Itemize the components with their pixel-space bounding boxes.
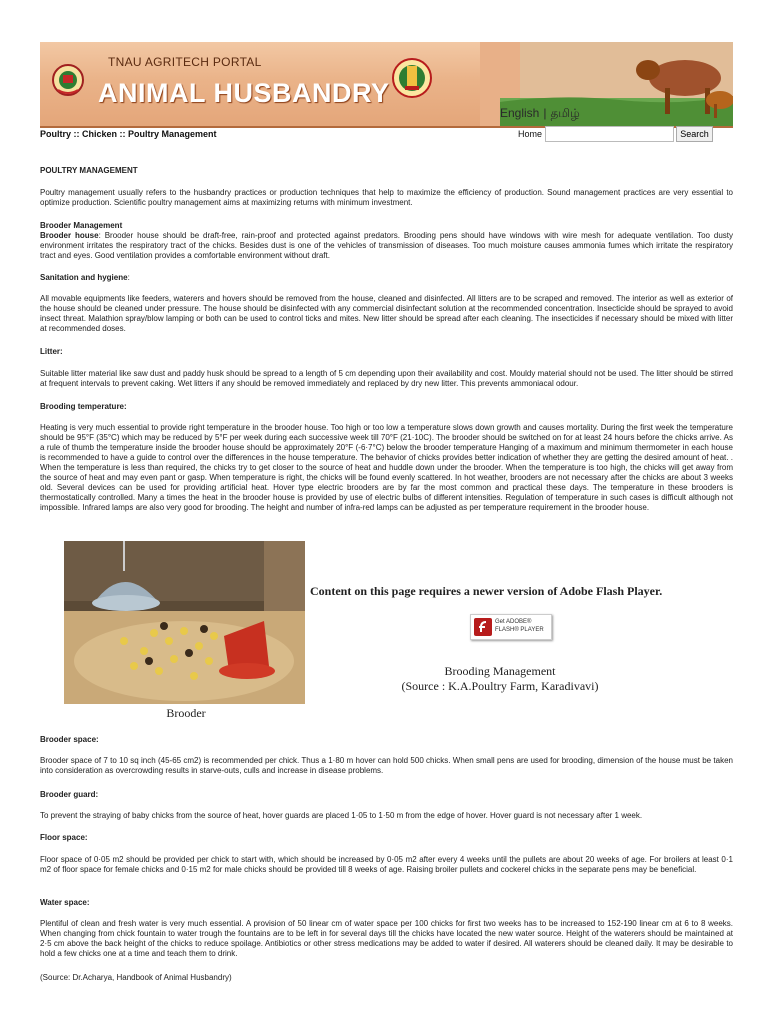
page-title: POULTRY MANAGEMENT [40,166,138,175]
sanitation-paragraph: All movable equipments like feeders, waterers and hovers should be removed from the house, cleaned and disinfected. All litters are to be scraped and removed. The interior as well as exterior of the house should be cleaned under pressure. The house should be disinfected with any commercial disinfectant solution at the recommended concentration. Insecticide should be sprayed to avoid insect threat. Malathion spray/blow lamping or both can be used to control ticks and mites. New litter should be spread after each cleaning. The insecticides if necessary should be mixed with litter at recommended doses. [40,294,733,333]
tn-govt-emblem-icon [392,56,432,100]
lang-separator: | [543,106,547,120]
brooding-temperature-heading: Brooding temperature: [40,402,127,411]
brooder-house-text: : Brooder house should be draft-free, rain-proof and protected against predators. Brooding pens should have windows with wire mesh for adequate ventilation. Too dusty environment irritates the respiratory tract of the chicks. Besides dust is one of the vehicles of transmission of diseases. Too much moisture causes ammonia fumes which irritate the respiratory tract and eyes. Good ventilation provides a comfortable environment without draft. [40,231,733,260]
portal-title: TNAU AGRITECH PORTAL [108,55,262,69]
brooding-temperature-paragraph: Heating is very much essential to provide right temperature in the brooder house. Too high or too low a temperature slows down growth and causes mortality. During the first week the temperature should be 95°F (35°C) which may be reduced by 5°F per week during each successive week till 70°F (21·10C). The brooder should be switched on for at least 24 hours before the chicks arrive. As a rule of thumb the temperature inside the brooder house should be approximately 20°F (-6·7°C) below the brooder temperature Hanging of a maximum and minimum thermometer in each house is recommended to have a guide to control over the differences in the house temperature. The behavior of chicks provides better indication of whether they are getting the desired amount of heat. . When the temperature is less than required, the chicks try to get closer to the source of heat and huddle down under the brooder. When the temperature is too high, the chicks will get away from the source of heat and may even pant or gasp. When temperature is right, the chicks will be found evenly scattered. In hot weather, brooders are not necessary after the chicks are about 3 weeks old. Several devices can be used for providing artificial heat. Hover type electric brooders are by far the most common and practical these days. The temperature in these brooders is thermostatically controlled. Many a times the heat in the brooder house is provided by use of electric bulbs of different intensities. Regulation of temperature in such cases is difficult although not impossible. Infrared lamps are also very good for brooding. The height and number of infra-red lamps can be adjusted as per temperature requirement in the brooder house. [40,423,733,512]
lang-tamil-link[interactable]: தமிழ் [550,106,580,120]
flash-caption-source: (Source : K.A.Poultry Farm, Karadivavi) [401,679,599,693]
search-button[interactable]: Search [676,126,713,142]
source-citation: (Source: Dr.Acharya, Handbook of Animal Husbandry) [40,973,232,982]
water-space-paragraph: Plentiful of clean and fresh water is very much essential. A provision of 50 linear cm of water space per 100 chicks for first two weeks has to be increased to 152-190 linear cm at 6 to 8 weeks. When changing from chick fountain to water trough the fountains are to be left in for several days till the chicks have located the new water source. Height of the waterers should be maintained at 2·5 cm above the back height of the chicks to reduce spoilage. Antibiotics or other stress medications may be added to water if desired. All waterers should be cleaned daily. It may be desirable to hold a few chicks one at a time and teach them to drink. [40,919,733,958]
flash-badge-line1: Get ADOBE® [495,619,532,625]
sanitation-heading-colon: : [127,273,130,282]
flash-caption-title: Brooding Management [444,664,556,678]
home-link[interactable]: Home [518,129,543,139]
floor-space-heading: Floor space: [40,833,88,842]
brooder-space-heading: Brooder space: [40,735,99,744]
brooder-guard-paragraph: To prevent the straying of baby chicks from the source of heat, hover guards are placed 1·05 to 1·50 m from the edge of hover. Hover guard is not necessary after 1 week. [40,811,643,820]
litter-paragraph: Suitable litter material like saw dust and paddy husk should be spread to a length of 5 cm depending upon their availability and cost. Mouldy material should not be used. The litter should be stirred at frequent intervals to prevent caking. Wet litters if any should be removed immediately and replaced by dry new litter. This prevents ammoniacal odour. [40,369,733,388]
flash-caption [380,664,620,694]
brooder-photo-caption: Brooder [166,706,206,720]
intro-paragraph: Poultry management usually refers to the husbandry practices or production techniques that help to maximize the efficiency of production. Sound management practices are very essential to optimize production. Scientific poultry management aims at maximizing returns with minimum investment. [40,188,733,207]
sanitation-heading [40,273,130,282]
flash-badge-line2: FLASH® PLAYER [495,627,544,633]
tnau-emblem-icon [52,62,84,98]
header-banner [40,42,733,128]
flash-player-message: Content on this page requires a newer version of Adobe Flash Player. [310,584,663,598]
lang-english-link[interactable]: English [500,106,540,120]
search-input[interactable] [545,126,674,142]
sanitation-heading-text: Sanitation and hygiene [40,273,128,282]
brooder-photo [64,541,305,704]
water-space-heading: Water space: [40,898,90,907]
flash-logo-icon [474,618,492,636]
language-switcher [500,106,580,122]
floor-space-paragraph: Floor space of 0·05 m2 should be provided per chick to start with, which should be increased by 0·05 m2 after every 4 weeks until the pullets are about 20 weeks of age. For broilers at least 0·1 m2 of floor space for female chicks and 0·15 m2 for male chicks should be provided till 8 weeks of age. Raising broiler pullets and cockerel chicks in the separate pens may be beneficial. [40,855,733,874]
litter-heading: Litter: [40,347,63,356]
breadcrumb[interactable]: Poultry :: Chicken :: Poultry Management [40,129,217,139]
brooder-guard-heading: Brooder guard: [40,790,99,799]
brooder-house-label: Brooder house [40,231,99,240]
get-flash-player-button[interactable] [470,614,552,640]
brooder-space-paragraph: Brooder space of 7 to 10 sq inch (45-65 cm2) is recommended per chick. Thus a 1·80 m hover can hold 500 chicks. When small pens are used for brooding, dimension of the house must be taken into consideration as overcrowding results in starve-outs, culls and increase in disease problems. [40,756,733,775]
page-banner-title: ANIMAL HUSBANDRY [98,78,390,108]
nav-bar [40,126,733,144]
brooder-house-paragraph [40,231,733,261]
brooder-management-heading: Brooder Management [40,221,123,230]
